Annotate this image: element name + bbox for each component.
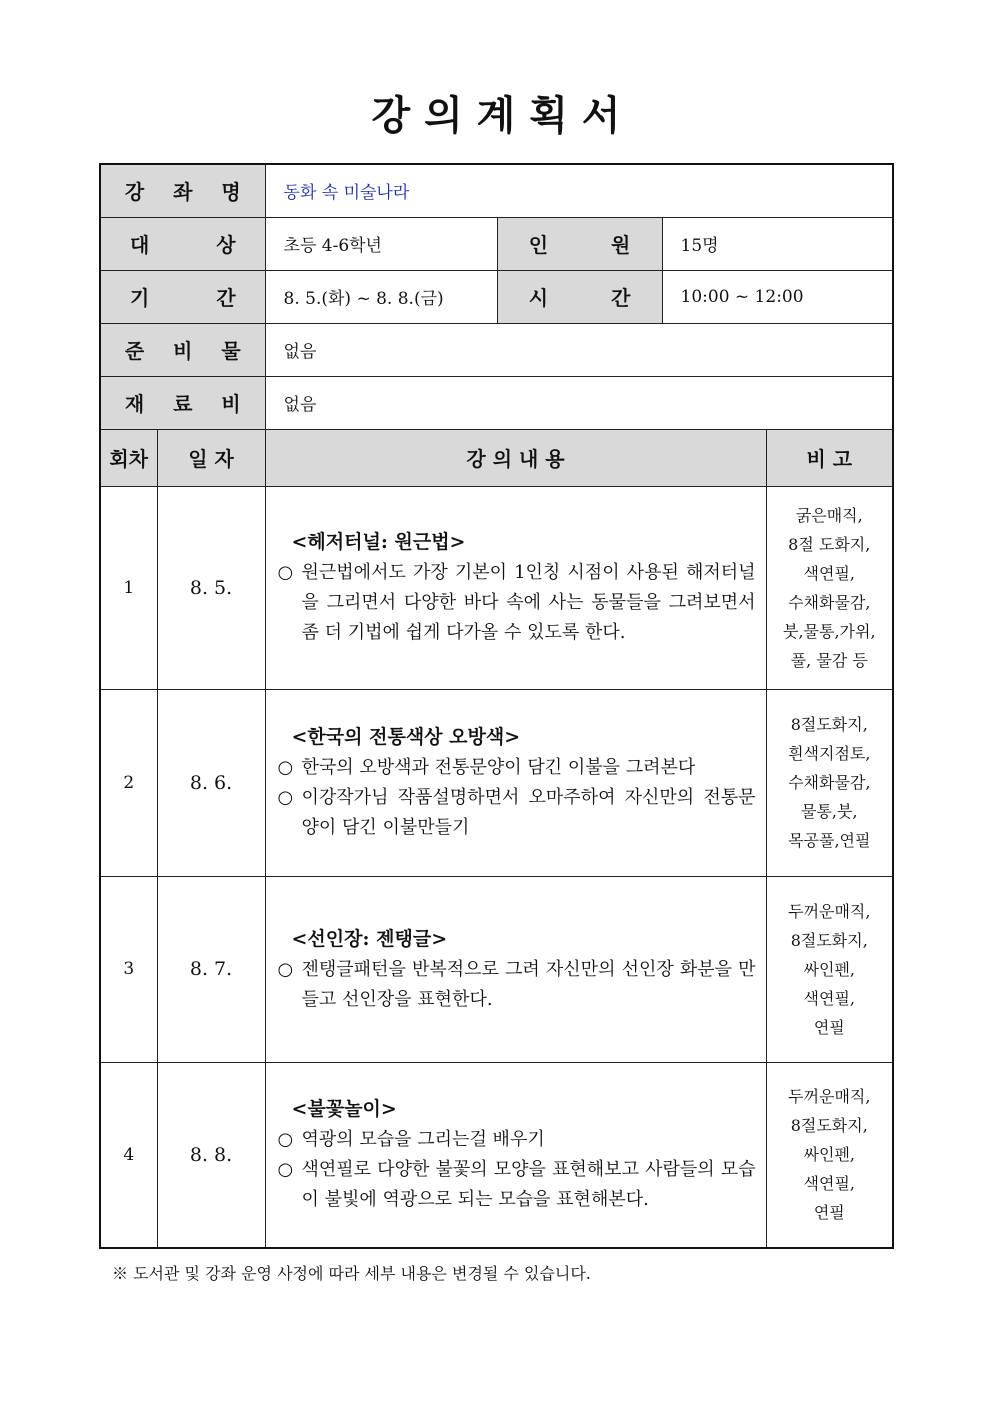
content-bullet [278,955,756,1015]
bullet-text: 역광의 모습을 그리는걸 배우기 [301,1129,545,1151]
remark-line: 풀, 물감 등 [790,650,868,670]
time-value: 10:00 ~ 12:00 [662,270,893,323]
remark-line: 붓,물통,가위, [783,621,876,641]
footer-note: ※ 도서관 및 강좌 운영 사정에 따라 세부 내용은 변경될 수 있습니다. [112,1264,591,1283]
remark-line: 8절도화지, [790,930,868,950]
session-number: 1 [100,486,157,689]
table-row [100,486,893,689]
bullet-circle-icon: ○ [277,1159,294,1181]
row-fee [100,376,893,429]
session-date: 8. 8. [157,1062,265,1248]
bullet-text: 이강작가님 작품설명하면서 오마주하여 자신만의 전통문양이 담긴 이불만들기 [301,787,756,838]
session-title: <헤저터널: 원근법> [291,531,466,553]
remark-line: 8절도화지, [790,715,868,734]
session-content [265,689,766,876]
remark-line: 물통,붓, [801,802,858,821]
content-bullet [278,558,756,648]
session-remarks [766,876,893,1062]
session-date: 8. 6. [157,689,265,876]
bullet-circle-icon: ○ [277,562,294,583]
course-label: 강 좌 명 [100,164,265,217]
bullet-text: 한국의 오방색과 전통문양이 담긴 이불을 그려본다 [301,757,696,778]
people-value: 15명 [662,217,893,270]
remarks-header: 비 고 [766,429,893,486]
session-content [265,876,766,1062]
fee-label: 재 료 비 [100,376,265,429]
remark-line: 수채화물감, [788,592,871,612]
session-date: 8. 5. [157,486,265,689]
session-number: 4 [100,1062,157,1248]
row-course [100,164,893,217]
session-title: <선인장: 젠탱글> [291,927,448,950]
fee-value: 없음 [265,376,893,429]
bullet-circle-icon: ○ [277,787,294,808]
course-value: 동화 속 미술나라 [265,164,893,217]
row-target [100,217,893,270]
target-label: 대 상 [100,217,265,270]
session-number: 3 [100,876,157,1062]
bullet-circle-icon: ○ [277,757,294,778]
date-header: 일 자 [157,429,265,486]
session-title: <한국의 전통색상 오방색> [291,726,521,748]
session-content [265,486,766,689]
period-label: 기 간 [100,270,265,323]
remark-line: 8절도화지, [790,1116,868,1136]
session-date: 8. 7. [157,876,265,1062]
content-bullet [278,783,756,843]
remark-line: 흰색지점토, [788,744,871,763]
bullet-text: 원근법에서도 가장 기본이 1인칭 시점이 사용된 해저터널을 그리면서 다양한 바다 속에 사는 동물들을 그려보면서 좀 더 기법에 쉽게 다가올 수 있도록 한다. [301,562,756,643]
session-remarks [766,689,893,876]
bullet-text: 젠탱글패턴을 반복적으로 그려 자신만의 선인장 화분을 만들고 선인장을 표현한다. [301,958,756,1010]
session-remarks [766,486,893,689]
remark-line: 수채화물감, [788,773,871,792]
remark-line: 두꺼운매직, [788,1087,871,1107]
bullet-circle-icon: ○ [277,1129,294,1151]
bullet-text: 색연필로 다양한 불꽃의 모양을 표현해보고 사람들의 모습이 불빛에 역광으로 되는 모습을 표현해본다. [301,1159,756,1211]
session-title: <불꽃놀이> [291,1098,397,1121]
row-period [100,270,893,323]
remark-line: 색연필, [803,1174,855,1194]
prep-value: 없음 [265,323,893,376]
remark-line: 싸인펜, [803,959,855,979]
content-bullet [278,1155,756,1215]
content-bullet [278,1125,756,1155]
table-row [100,689,893,876]
target-value: 초등 4-6학년 [265,217,497,270]
remark-line: 두꺼운매직, [788,901,871,921]
session-number: 2 [100,689,157,876]
row-prep [100,323,893,376]
remark-line: 굵은매직, [795,505,863,525]
lecture-plan-table [99,163,894,1249]
content-header: 강 의 내 용 [265,429,766,486]
remark-line: 색연필, [803,563,855,583]
remark-line: 색연필, [803,988,855,1008]
remark-line: 연필 [813,1203,845,1223]
schedule-header-row [100,429,893,486]
session-content [265,1062,766,1248]
session-remarks [766,1062,893,1248]
remark-line: 싸인펜, [803,1145,855,1165]
document-title: 강 의 계 획 서 [371,93,621,139]
time-label: 시 간 [497,270,662,323]
table-row [100,1062,893,1248]
content-bullet [278,753,756,783]
people-label: 인 원 [497,217,662,270]
session-header: 회차 [100,429,157,486]
remark-line: 연필 [813,1017,845,1037]
remark-line: 8절 도화지, [788,534,871,554]
prep-label: 준 비 물 [100,323,265,376]
remark-line: 목공풀,연필 [788,831,871,850]
table-row [100,876,893,1062]
period-value: 8. 5.(화) ~ 8. 8.(금) [265,270,497,323]
bullet-circle-icon: ○ [277,958,294,980]
